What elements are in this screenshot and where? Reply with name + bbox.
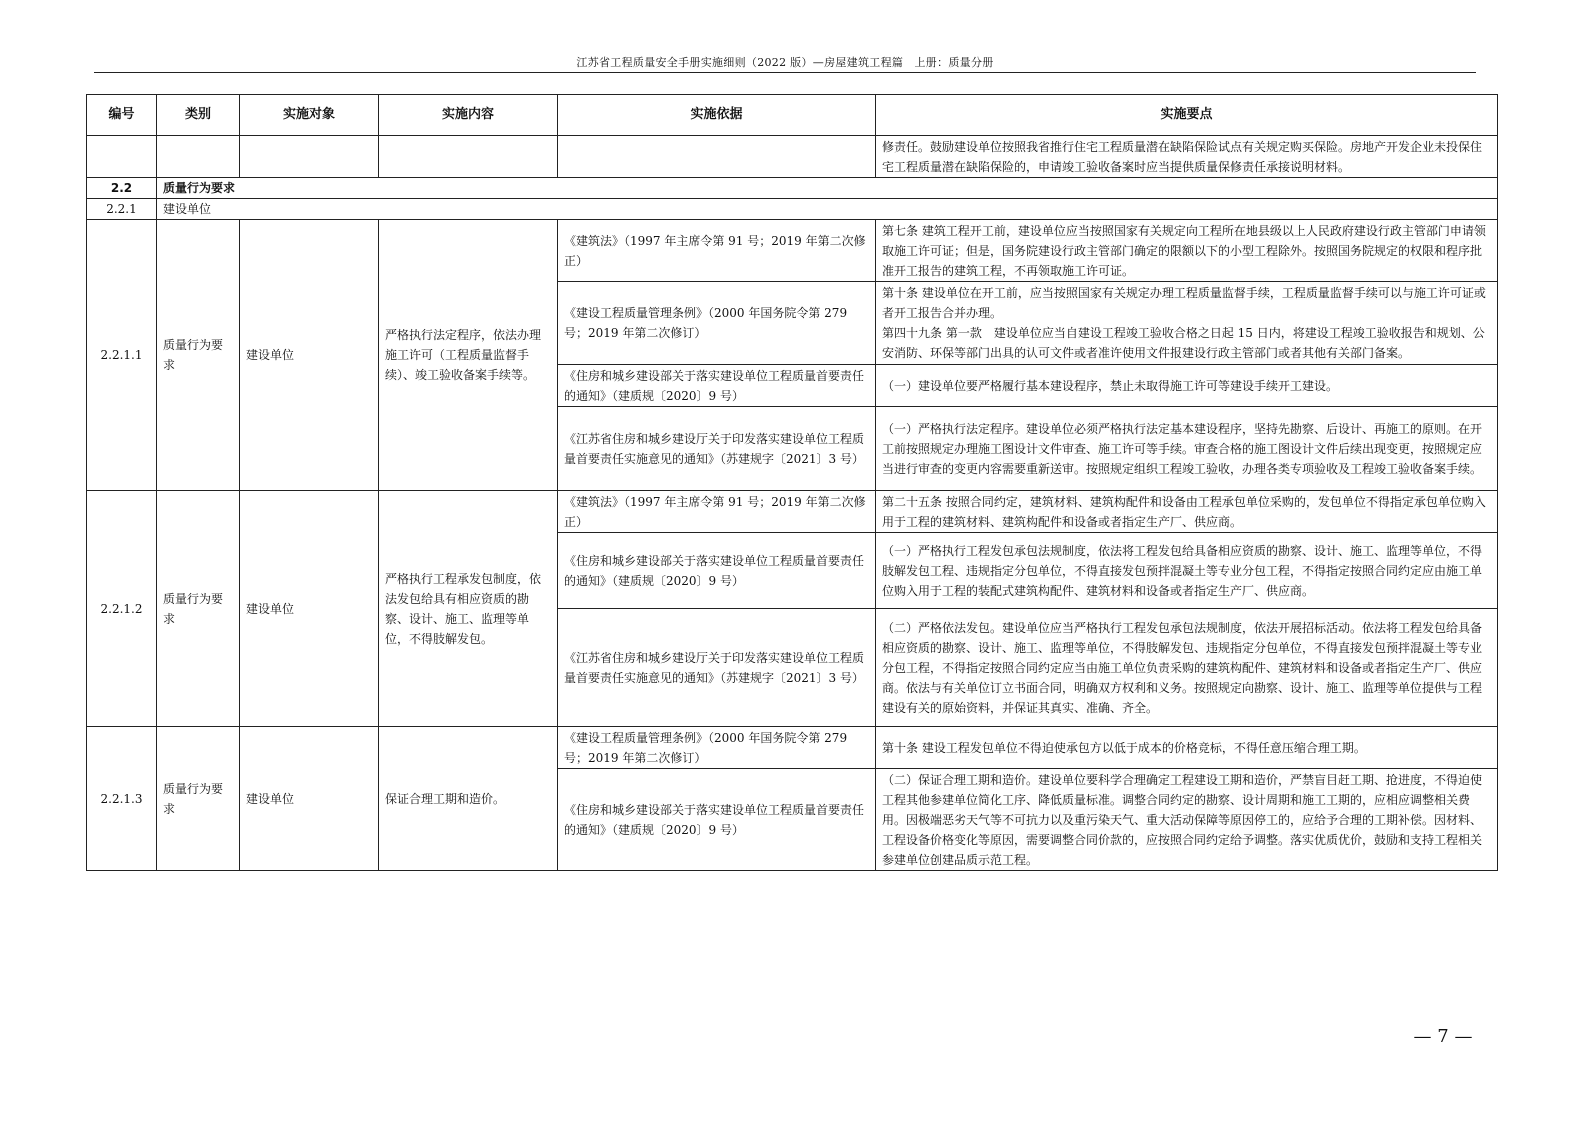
running-header: 江苏省工程质量安全手册实施细则（2022 版）—房屋建筑工程篇 上册：质量分册 xyxy=(576,56,994,69)
basis-cell: 《住房和城乡建设部关于落实建设单位工程质量首要责任的通知》（建质规〔2020〕9 号） xyxy=(558,365,876,407)
col-header-object: 实施对象 xyxy=(240,95,379,136)
point-cell: 第十条 建设工程发包单位不得迫使承包方以低于成本的价格竞标，不得任意压缩合理工期。 xyxy=(876,727,1498,769)
point-cell: （一）建设单位要严格履行基本建设程序，禁止未取得施工许可等建设手续开工建设。 xyxy=(876,365,1498,407)
item-object: 建设单位 xyxy=(240,220,379,491)
table-header-row xyxy=(87,95,1498,136)
continuation-point: 修责任。鼓励建设单位按照我省推行住宅工程质量潜在缺陷保险试点有关规定购买保险。房地产开发企业未投保住宅工程质量潜在缺陷保险的，申请竣工验收备案时应当提供质量保修责任承接说明材料。 xyxy=(876,136,1498,178)
col-header-category: 类别 xyxy=(157,95,240,136)
basis-cell: 《建筑法》（1997 年主席令第 91 号；2019 年第二次修正） xyxy=(558,220,876,282)
col-header-points: 实施要点 xyxy=(876,95,1498,136)
basis-cell: 《建筑法》（1997 年主席令第 91 号；2019 年第二次修正） xyxy=(558,491,876,533)
item-number: 2.2.1.1 xyxy=(87,220,157,491)
basis-cell: 《建设工程质量管理条例》（2000 年国务院令第 279 号；2019 年第二次修订） xyxy=(558,282,876,365)
basis-cell: 《住房和城乡建设部关于落实建设单位工程质量首要责任的通知》（建质规〔2020〕9 号） xyxy=(558,533,876,609)
subsection-title: 建设单位 xyxy=(157,199,1498,220)
point-cell: （一）严格执行法定程序。建设单位必须严格执行法定基本建设程序，坚持先勘察、后设计、再施工的原则。在开工前按照规定办理施工图设计文件审查、施工许可等手续。审查合格的施工图设计文件后续出现变更，按照规定应当进行审查的变更内容需要重新送审。按照规定组织工程竣工验收，办理各类专项验收及工程竣工验收备案手续。 xyxy=(876,407,1498,491)
item-content: 严格执行法定程序，依法办理施工许可（工程质量监督手续）、竣工验收备案手续等。 xyxy=(379,220,558,491)
point-cell: 第七条 建筑工程开工前，建设单位应当按照国家有关规定向工程所在地县级以上人民政府建设行政主管部门申请领取施工许可证；但是，国务院建设行政主管部门确定的限额以下的小型工程除外。按照国务院规定的权限和程序批准开工报告的建筑工程，不再领取施工许可证。 xyxy=(876,220,1498,282)
basis-cell: 《江苏省住房和城乡建设厅关于印发落实建设单位工程质量首要责任实施意见的通知》（苏建规字〔2021〕3 号） xyxy=(558,407,876,491)
subsection-row xyxy=(87,199,1498,220)
item-content: 保证合理工期和造价。 xyxy=(379,727,558,871)
point-cell: 第十条 建设单位在开工前，应当按照国家有关规定办理工程质量监督手续，工程质量监督手续可以与施工许可证或者开工报告合并办理。 第四十九条 第一款 建设单位应当自建设工程竣工验收合格之日起 15 日内，将建设工程竣工验收报告和规划、公安消防、环保等部门出具的认可文件或者准许使用文件报建设行政主管部门或者其他有关部门备案。 xyxy=(876,282,1498,365)
item-category: 质量行为要求 xyxy=(157,727,240,871)
table-row xyxy=(87,727,1498,769)
basis-cell: 《建设工程质量管理条例》（2000 年国务院令第 279 号；2019 年第二次修订） xyxy=(558,727,876,769)
basis-cell: 《江苏省住房和城乡建设厅关于印发落实建设单位工程质量首要责任实施意见的通知》（苏建规字〔2021〕3 号） xyxy=(558,609,876,727)
col-header-number: 编号 xyxy=(87,95,157,136)
table-row-continuation xyxy=(87,136,1498,178)
point-cell: （二）严格依法发包。建设单位应当严格执行工程发包承包法规制度，依法开展招标活动。依法将工程发包给具备相应资质的勘察、设计、施工、监理等单位，不得肢解发包、违规指定分包单位，不得直接发包预拌混凝土等专业分包工程，不得指定按照合同约定应当由施工单位负责采购的建筑构配件、建筑材料和设备或者指定生产厂、供应商。依法与有关单位订立书面合同，明确双方权利和义务。按照规定向勘察、设计、施工、监理等单位提供与工程建设有关的原始资料，并保证其真实、准确、齐全。 xyxy=(876,609,1498,727)
item-number: 2.2.1.2 xyxy=(87,491,157,727)
section-row xyxy=(87,178,1498,199)
basis-cell: 《住房和城乡建设部关于落实建设单位工程质量首要责任的通知》（建质规〔2020〕9 号） xyxy=(558,769,876,871)
page-number: — 7 — xyxy=(1413,1026,1473,1047)
col-header-content: 实施内容 xyxy=(379,95,558,136)
item-object: 建设单位 xyxy=(240,491,379,727)
table-row xyxy=(87,491,1498,533)
item-category: 质量行为要求 xyxy=(157,491,240,727)
header-rule xyxy=(94,72,1476,73)
section-title: 质量行为要求 xyxy=(157,178,1498,199)
item-category: 质量行为要求 xyxy=(157,220,240,491)
item-number: 2.2.1.3 xyxy=(87,727,157,871)
point-cell: （二）保证合理工期和造价。建设单位要科学合理确定工程建设工期和造价，严禁盲目赶工期、抢进度，不得迫使工程其他参建单位简化工序、降低质量标准。调整合同约定的勘察、设计周期和施工工期的，应相应调整相关费用。因极端恶劣天气等不可抗力以及重污染天气、重大活动保障等原因停工的，应给予合理的工期补偿。因材料、工程设备价格变化等原因，需要调整合同价款的，应按照合同约定给予调整。落实优质优价，鼓励和支持工程相关参建单位创建品质示范工程。 xyxy=(876,769,1498,871)
section-number: 2.2 xyxy=(87,178,157,199)
point-cell: 第二十五条 按照合同约定，建筑材料、建筑构配件和设备由工程承包单位采购的，发包单位不得指定承包单位购入用于工程的建筑材料、建筑构配件和设备或者指定生产厂、供应商。 xyxy=(876,491,1498,533)
subsection-number: 2.2.1 xyxy=(87,199,157,220)
implementation-table xyxy=(86,94,1498,871)
point-cell: （一）严格执行工程发包承包法规制度，依法将工程发包给具备相应资质的勘察、设计、施工、监理等单位，不得肢解发包工程、违规指定分包单位，不得直接发包预拌混凝土等专业分包工程，不得指定按照合同约定应由施工单位购入用于工程的装配式建筑构配件、建筑材料和设备或者指定生产厂、供应商。 xyxy=(876,533,1498,609)
item-object: 建设单位 xyxy=(240,727,379,871)
col-header-basis: 实施依据 xyxy=(558,95,876,136)
item-content: 严格执行工程承发包制度，依法发包给具有相应资质的勘察、设计、施工、监理等单位，不得肢解发包。 xyxy=(379,491,558,727)
table-row xyxy=(87,220,1498,282)
